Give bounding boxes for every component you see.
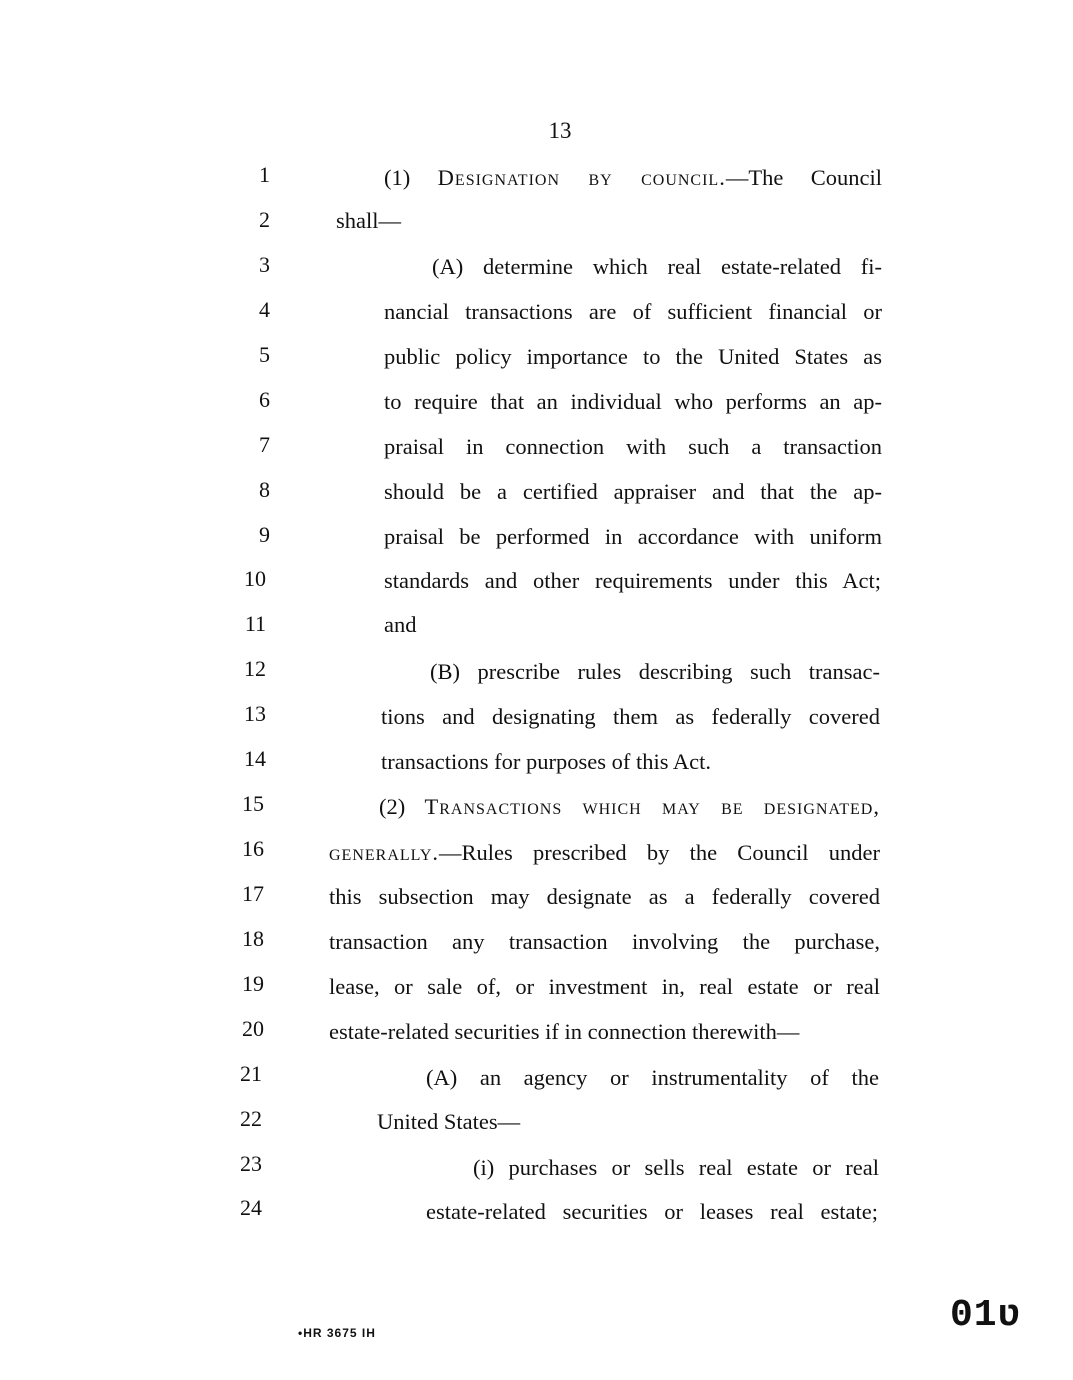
section-heading: Transactions which may be designated, <box>424 794 880 819</box>
text-line-6: to require that an individual who performs an ap- <box>384 389 882 414</box>
page-number: 13 <box>548 118 572 143</box>
text-line-2: shall— <box>336 208 401 233</box>
line-number: 21 <box>240 1061 262 1086</box>
text-line-10: standards and other requirements under this Act; <box>384 568 881 593</box>
text-line-7: praisal in connection with such a transaction <box>384 434 882 459</box>
paragraph-marker: (2) <box>379 794 425 819</box>
text-line-18: transaction any transaction involving the purchase, <box>329 929 880 954</box>
text-line-17: this subsection may designate as a federally covered <box>329 884 880 909</box>
line-number: 5 <box>259 342 270 367</box>
line-number: 2 <box>259 207 270 232</box>
text-line-20: estate-related securities if in connection therewith— <box>329 1019 800 1044</box>
line-number: 8 <box>259 477 270 502</box>
line-number: 1 <box>259 162 270 187</box>
heading-continuation: —Rules prescribed by the Council under <box>439 840 880 865</box>
heading-continuation: —The Council <box>725 165 882 190</box>
line-number: 18 <box>242 926 264 951</box>
text-line-14: transactions for purposes of this Act. <box>381 749 711 774</box>
page-stamp: 01ʋ <box>950 1294 1022 1337</box>
text-line-23: (i) purchases or sells real estate or real <box>473 1155 879 1180</box>
line-number: 12 <box>244 656 266 681</box>
line-number: 11 <box>244 611 266 636</box>
line-number: 17 <box>242 881 264 906</box>
text-line-5: public policy importance to the United States as <box>384 344 882 369</box>
text-line-1 <box>384 164 882 192</box>
line-number: 19 <box>242 971 264 996</box>
line-number: 9 <box>259 522 270 547</box>
text-line-13: tions and designating them as federally covered <box>381 704 880 729</box>
line-number: 3 <box>259 252 270 277</box>
line-number: 13 <box>244 701 266 726</box>
text-line-22: United States— <box>377 1109 521 1134</box>
text-line-3: (A) determine which real estate-related fi- <box>432 254 882 279</box>
line-number: 7 <box>259 432 270 457</box>
line-number: 22 <box>240 1106 262 1131</box>
text-line-9: praisal be performed in accordance with uniform <box>384 524 882 549</box>
text-line-8: should be a certified appraiser and that the ap- <box>384 479 882 504</box>
line-number: 14 <box>244 746 266 771</box>
paragraph-marker: (1) <box>384 165 438 190</box>
line-number: 20 <box>242 1016 264 1041</box>
text-line-15 <box>379 793 880 821</box>
line-number: 15 <box>242 791 264 816</box>
text-line-19: lease, or sale of, or investment in, real estate or real <box>329 974 880 999</box>
text-line-4: nancial transactions are of sufficient financial or <box>384 299 882 324</box>
line-number: 16 <box>242 836 264 861</box>
line-number: 6 <box>259 387 270 412</box>
section-heading: generally. <box>329 840 440 865</box>
text-line-11: and <box>384 612 417 637</box>
line-number: 23 <box>240 1151 262 1176</box>
line-number: 24 <box>240 1195 262 1220</box>
text-line-12: (B) prescribe rules describing such transac- <box>430 659 880 684</box>
bill-code: •HR 3675 IH <box>298 1326 376 1340</box>
line-number: 10 <box>244 566 266 591</box>
text-line-16 <box>329 839 880 867</box>
text-line-21: (A) an agency or instrumentality of the <box>426 1065 879 1090</box>
line-number: 4 <box>259 297 270 322</box>
text-line-24: estate-related securities or leases real estate; <box>426 1199 878 1224</box>
section-heading: Designation by council. <box>437 165 726 190</box>
